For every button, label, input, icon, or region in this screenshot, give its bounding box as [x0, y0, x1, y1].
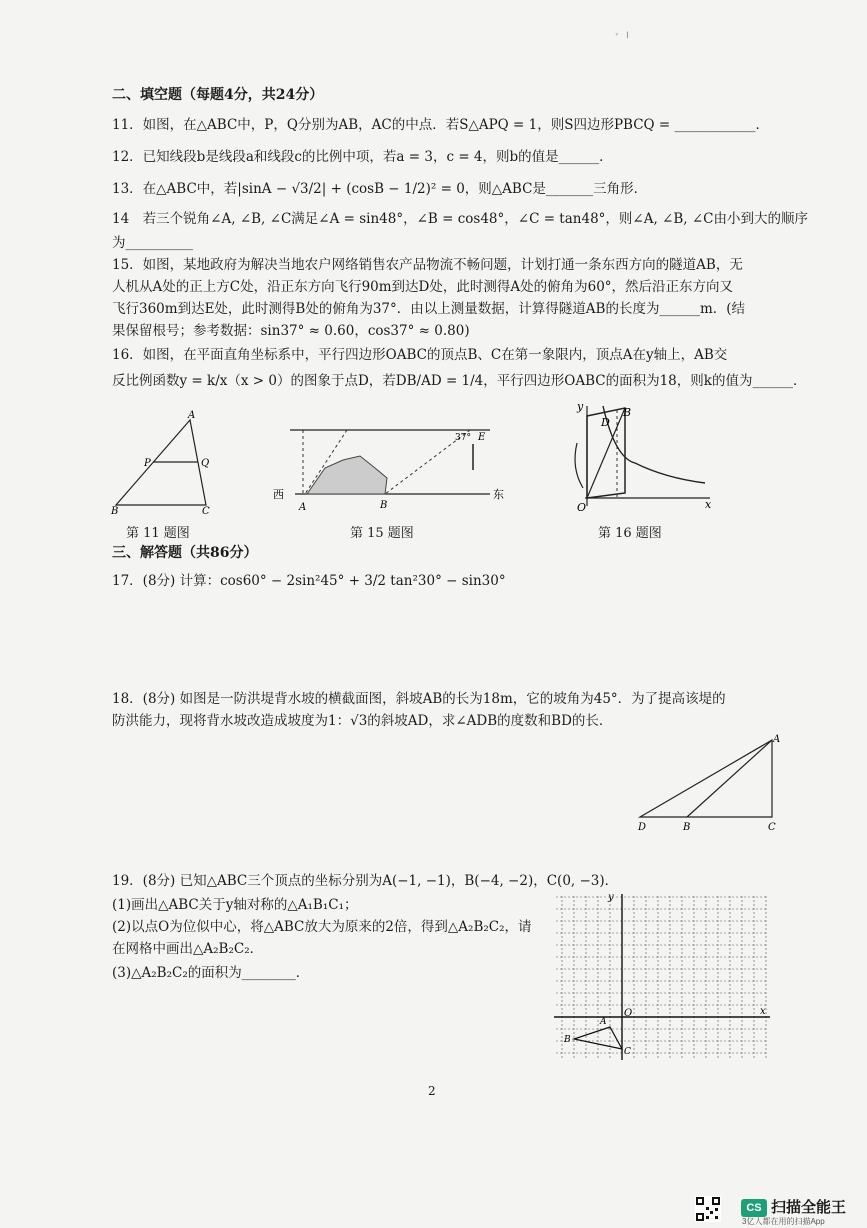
question-13: 13．在△ABC中，若|sinA − √3/2| + (cosB − 1/2)² = 0，则△ABC是_______三角形．	[112, 181, 648, 197]
fig19-label-C: C	[624, 1047, 631, 1057]
question-14-line1: 14 若三个锐角∠A, ∠B, ∠C满足∠A = sin48°，∠B = cos48°，∠C = tan48°，则∠A, ∠B, ∠C由小到大的顺序	[112, 211, 809, 227]
fig16-label-x: x	[705, 498, 712, 511]
question-17: 17．(8分) 计算：cos60° − 2sin²45° + 3/2 tan²30° − sin30°	[112, 573, 506, 589]
fig15-label-E: E	[478, 432, 486, 443]
question-16-line1: 16．如图，在平面直角坐标系中，平行四边形OABC的顶点B、C在第一象限内，顶点A在y轴上，AB交	[112, 347, 728, 363]
figure-19-grid	[552, 892, 774, 1062]
fig18-label-D: D	[638, 822, 647, 833]
question-14-line2: 为__________	[112, 235, 193, 251]
question-15-line3: 飞行360m到达E处，此时测得B处的俯角为37°．由以上测量数据，计算得隧道AB的长度为______m．(结	[112, 301, 746, 317]
question-16-line2: 反比例函数y = k/x（x > 0）的图象于点D，若DB/AD = 1/4，平行四边形OABC的面积为18，则k的值为______．	[112, 373, 807, 389]
question-19-part1: (1)画出△ABC关于y轴对称的△A₁B₁C₁；	[112, 897, 358, 913]
camscanner-logo: CS	[741, 1199, 767, 1217]
question-19-part3: (3)△A₂B₂C₂的面积为________．	[112, 965, 310, 981]
question-15-line2: 人机从A处的正上方C处，沿正东方向飞行90m到达D处，此时测得A处的俯角为60°，然后沿正东方向又	[112, 279, 734, 295]
figure-11-triangle	[108, 410, 218, 515]
qr-code-icon	[695, 1196, 721, 1222]
pen-scribble: ﾞ ╵	[615, 32, 631, 45]
fig18-label-A: A	[773, 734, 781, 745]
fig15-label-east: 东	[493, 488, 504, 501]
fig11-label-C: C	[202, 506, 210, 515]
fig16-label-B: B	[623, 406, 632, 419]
figure-16-graph	[565, 398, 715, 513]
fig11-label-A: A	[188, 410, 196, 421]
fig19-label-y: y	[608, 892, 614, 903]
section-2-title: 二、填空题（每题4分，共24分）	[112, 87, 324, 103]
fig19-label-x: x	[760, 1006, 766, 1017]
figure-15-tunnel	[265, 408, 515, 516]
question-11: 11．如图，在△ABC中，P，Q分别为AB，AC的中点．若S△APQ = 1，则S四边形PBCQ = ____________．	[112, 117, 770, 133]
fig18-label-C: C	[768, 822, 776, 833]
fig19-label-A: A	[600, 1017, 607, 1027]
fig15-label-west: 西	[273, 488, 284, 501]
figure-11-caption: 第 11 题图	[126, 526, 190, 541]
camscanner-tagline: 3亿人都在用的扫描App	[742, 1217, 825, 1226]
question-18-line1: 18．(8分) 如图是一防洪堤背水坡的横截面图，斜坡AB的长为18m，它的坡角为45°．为了提高该堤的	[112, 691, 726, 707]
fig11-label-P: P	[144, 458, 151, 469]
fig15-label-B: B	[380, 500, 388, 511]
fig16-label-O: O	[577, 501, 587, 513]
camscanner-brand: 扫描全能王	[771, 1199, 847, 1216]
page-number: 2	[428, 1084, 436, 1098]
question-19-line1: 19．(8分) 已知△ABC三个顶点的坐标分别为A(−1, −1)，B(−4, −2)，C(0, −3)．	[112, 873, 619, 889]
fig16-label-y: y	[577, 400, 584, 413]
question-18-line2: 防洪能力，现将背水坡改造成坡度为1：√3的斜坡AD，求∠ADB的度数和BD的长．	[112, 713, 613, 729]
question-19-part2: (2)以点O为位似中心，将△ABC放大为原来的2倍，得到△A₂B₂C₂，请	[112, 919, 532, 935]
fig15-label-A: A	[299, 502, 307, 513]
question-15-line4: 果保留根号；参考数据：sin37° ≈ 0.60，cos37° ≈ 0.80)	[112, 323, 470, 339]
fig19-label-O: O	[624, 1008, 633, 1019]
section-3-title: 三、解答题（共86分）	[112, 545, 258, 561]
figure-18-embankment	[632, 732, 782, 834]
figure-16-caption: 第 16 题图	[598, 526, 662, 541]
fig18-label-B: B	[683, 822, 691, 833]
figure-15-caption: 第 15 题图	[350, 526, 414, 541]
fig11-label-Q: Q	[201, 458, 210, 469]
fig11-label-B: B	[111, 506, 119, 515]
question-19-part2-cont: 在网格中画出△A₂B₂C₂．	[112, 941, 264, 957]
fig19-label-B: B	[564, 1035, 571, 1045]
question-12: 12．已知线段b是线段a和线段c的比例中项，若a = 3，c = 4，则b的值是______．	[112, 149, 613, 165]
question-15-line1: 15．如图，某地政府为解决当地农户网络销售农产品物流不畅问题，计划打通一条东西方向的隧道AB，无	[112, 257, 743, 273]
fig15-label-angle: 37°	[455, 433, 471, 443]
fig16-label-D: D	[601, 416, 610, 429]
